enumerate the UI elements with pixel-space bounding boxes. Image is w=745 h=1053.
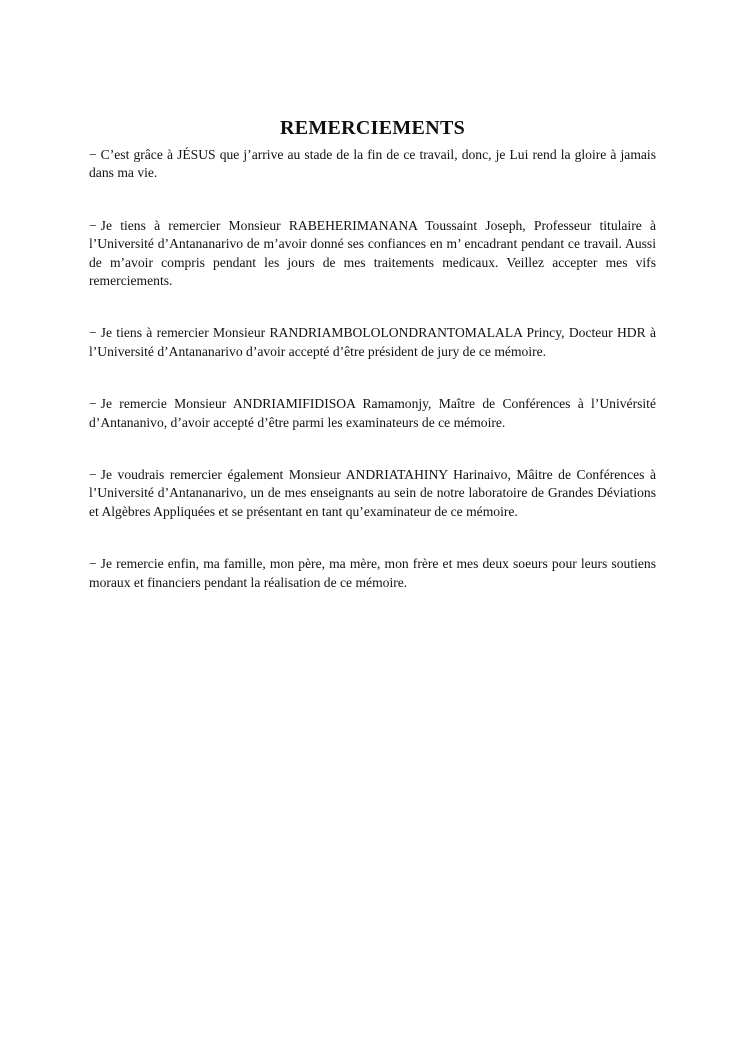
dash-marker: − [89, 147, 97, 162]
paragraph-text: Je voudrais remercier également Monsieur ANDRIATAHINY Harinaivo, Mâitre de Conférences à l’Université d’Antananarivo, un de mes enseignants au sein de notre laboratoire de Grandes Déviations et Algèbres Appliquées et se présentant en tant qu’examinateur de ce mémoire. [89, 467, 656, 519]
paragraph-supervisor [89, 217, 656, 291]
dash-marker: − [89, 467, 97, 483]
paragraph-examiner-1 [89, 395, 656, 432]
acknowledgements-page [89, 116, 656, 592]
dash-marker: − [89, 396, 97, 412]
dash-marker: − [89, 556, 97, 572]
page-title: REMERCIEMENTS [279, 117, 466, 139]
paragraph-text: Je remercie enfin, ma famille, mon père, ma mère, mon frère et mes deux soeurs pour leurs soutiens moraux et financiers pendant la réalisation de ce mémoire. [89, 556, 656, 590]
paragraph-text: Je tiens à remercier Monsieur RABEHERIMANANA Toussaint Joseph, Professeur titulaire à l’Université d’Antananarivo de m’avoir donné ses confiances en m’ encadrant pendant ce travail. Aussi de m’avoir compris pendant les jours de mes traitements medicaux. Veillez accepter mes vifs remerciements. [89, 217, 656, 289]
paragraph-text: C’est grâce à JÉSUS que j’arrive au stade de la fin de ce travail, donc, je Lui rend la gloire à jamais dans ma vie. [89, 147, 656, 181]
paragraph-text: Je remercie Monsieur ANDRIAMIFIDISOA Ramamonjy, Maître de Conférences à l’Univérsité d’Antananivo, d’avoir accepté d’être parmi les examinateurs de ce mémoire. [89, 396, 656, 430]
paragraph-jury-president [89, 324, 656, 361]
dash-marker: − [89, 217, 97, 233]
paragraph-text: Je tiens à remercier Monsieur RANDRIAMBOLOLONDRANTOMALALA Princy, Docteur HDR à l’Université d’Antananarivo d’avoir accepté d’être président de jury de ce mémoire. [89, 325, 656, 359]
paragraph-family [89, 555, 656, 592]
dash-marker: − [89, 325, 97, 341]
paragraph-examiner-2 [89, 466, 656, 521]
paragraph-jesus [89, 146, 656, 183]
